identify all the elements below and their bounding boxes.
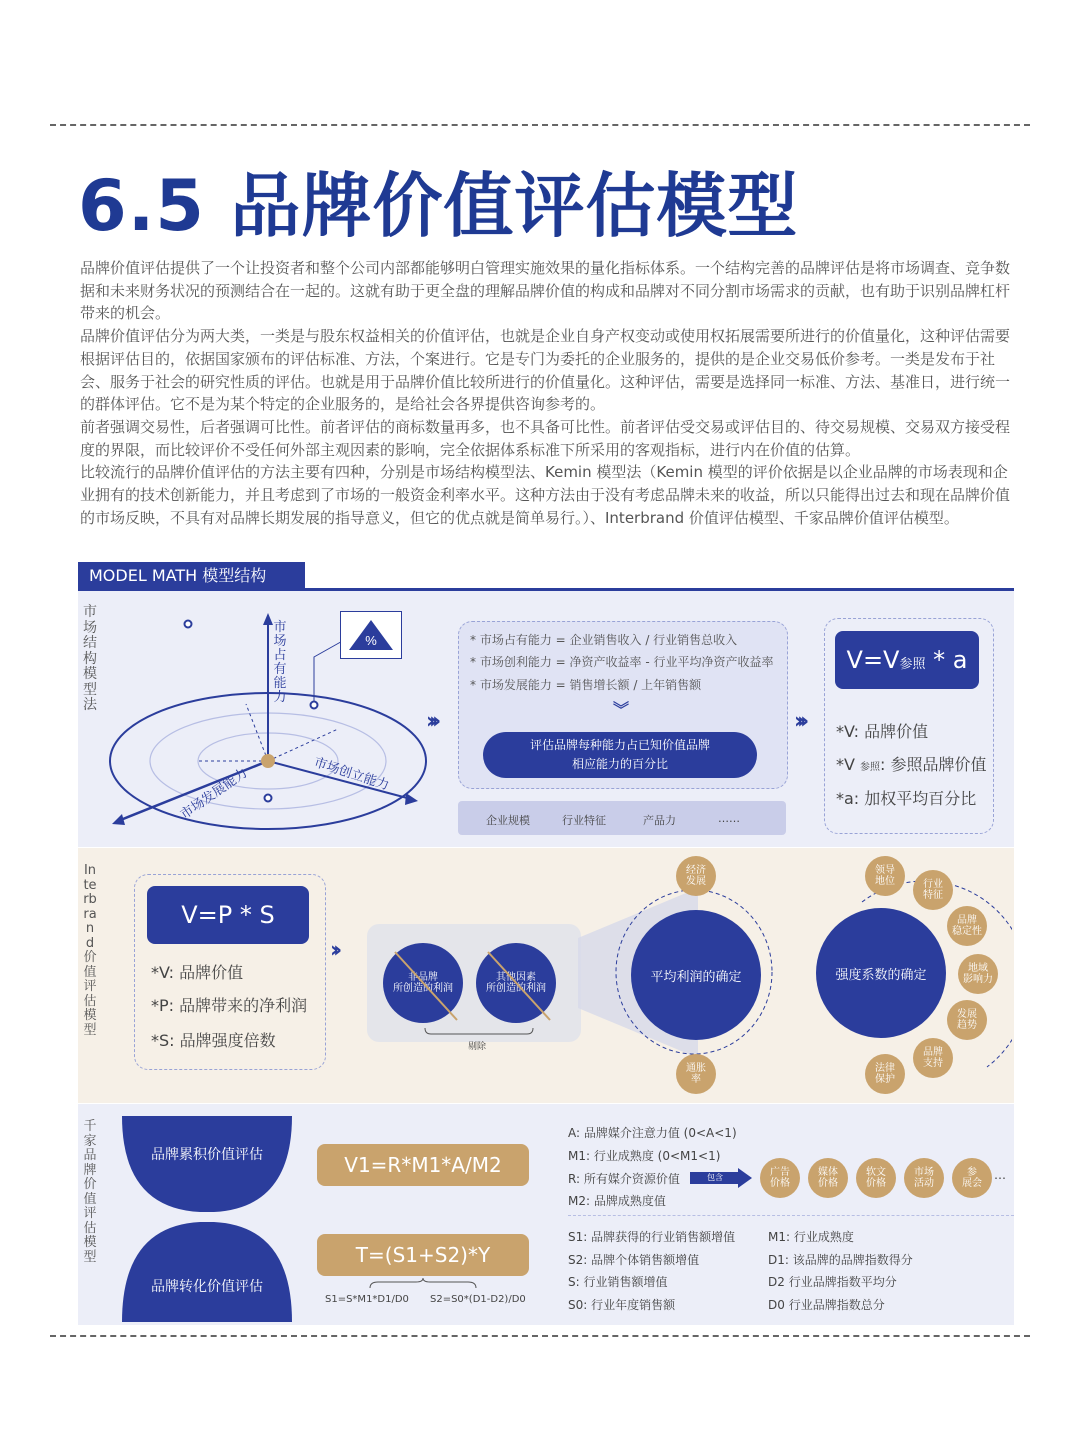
badge-label: 稳定性 <box>952 926 982 937</box>
intro-paragraph: 品牌价值评估提供了一个让投资者和整个公司内部都能够明白管理实施效果的量化指标体系。一个结构完善的品牌评估是将市场调查、竞争数据和未来财务状况的预测结合在一起的。这就有助于更全盘的理解品牌价值的构成和品牌对不同分割市场需求的贡献，也有助于识别品牌杠杆带来的机会。 <box>80 259 1011 323</box>
inflation-badge <box>676 1054 716 1094</box>
section-header: MODEL MATH 模型结构 <box>78 562 305 590</box>
badge-label: 市场 <box>914 1167 934 1178</box>
definition-line: D0 行业品牌指数总分 <box>768 1298 885 1312</box>
legend-item: *S: 品牌强度倍数 <box>151 1031 276 1050</box>
remove-label: 剔除 <box>468 1042 487 1052</box>
page-title: 6.5 品牌价值评估模型 <box>78 165 799 247</box>
legend-item: *P: 品牌带来的净利润 <box>151 996 308 1015</box>
badge-label: 支持 <box>923 1058 943 1069</box>
formula-t: T=(S1+S2)*Y <box>317 1234 529 1276</box>
strike-lines <box>367 924 581 1042</box>
legend-text: 加权平均百分比 <box>864 789 977 808</box>
legend-item <box>836 719 928 742</box>
panel-label: Interbrand价值评估模型 <box>83 863 97 1038</box>
factor-badge <box>913 870 953 910</box>
legend-pre: *V: <box>836 722 865 741</box>
badge-label: 保护 <box>875 1074 895 1085</box>
strength-circle: 强度系数的确定 <box>816 908 946 1038</box>
badge-label: 品牌 <box>957 915 977 926</box>
axis-right-label: 市场创立能力 <box>311 755 391 794</box>
intro-paragraph: 前者强调交易性，后者强调可比性。前者评估的商标数量再多，也不具备可比性。前者评估受交易或评估目的、待交易规模、交易双方接受程度的界限，而比较评价不受任何外部主观因素的影响，完全依据体系标准下所采用的客观指标，进行内在价值的估算。 <box>80 417 1011 459</box>
badge-label: 通胀 <box>686 1063 706 1074</box>
badge-label: 趋势 <box>957 1020 977 1031</box>
intro-paragraph: 比较流行的品牌价值评估的方法主要有四种，分别是市场结构模型法、Kemin 模型法（Kemin 模型的评价依据是以企业品牌的市场表现和企业拥有的技术创新能力，并且考虑到了市场的一般资金利率水平。这种方法由于没有考虑品牌未来的收益，所以只能得出过去和现在品牌价值的市场反映，不具有对品牌长期发展的指导意义，但它的优点就是简单易行。）、Interbrand 价值评估模型、千家品牌价值评估模型。 <box>80 463 1011 527</box>
percentage-pill <box>483 732 757 778</box>
badge-label: 行业 <box>923 879 943 890</box>
definition-line: S: 行业销售额增值 <box>568 1275 668 1289</box>
circle-label: 所创造的利润 <box>486 983 546 994</box>
badge-label: 展会 <box>962 1178 982 1189</box>
formula-line: * 市场创利能力 = 净资产收益率 - 行业平均净资产收益率 <box>470 655 774 669</box>
avg-profit-circle: 平均利润的确定 <box>631 910 761 1040</box>
factor-badge <box>958 954 998 994</box>
badge-label: 法律 <box>875 1063 895 1074</box>
media-badge <box>904 1158 944 1198</box>
include-arrow: 包含 <box>690 1172 740 1184</box>
factor-badge <box>947 1000 987 1040</box>
definition-line: S1: 品牌获得的行业销售额增值 <box>568 1230 736 1244</box>
interbrand-formula: V=P * S <box>147 886 309 944</box>
percent-text: % <box>365 633 377 648</box>
badge-label: 媒体 <box>818 1167 838 1178</box>
definition-line: S2: 品牌个体销售额增值 <box>568 1253 700 1267</box>
economic-growth-badge <box>676 856 716 896</box>
formula-main: V=V <box>846 646 900 674</box>
badge-label: 影响力 <box>963 974 993 985</box>
badge-label: 发展 <box>686 876 706 887</box>
cumulative-value-label: 品牌累积价值评估 <box>151 1147 263 1163</box>
intro-text <box>80 257 1015 529</box>
sub-formula-brace <box>368 1278 478 1292</box>
pill-line: 评估品牌每种能力占已知价值品牌 <box>529 738 710 752</box>
legend-pre: *V <box>836 755 861 774</box>
factor-badge <box>865 856 905 896</box>
badge-label: 经济 <box>686 865 706 876</box>
media-badge <box>952 1158 992 1198</box>
chevron-right-icon: ›› <box>330 938 337 963</box>
badge-label: 地域 <box>968 963 988 974</box>
chevron-right-icon: ››› <box>426 709 436 734</box>
factor-item: 行业特征 <box>562 814 606 827</box>
legend-sub: 参照 <box>860 762 881 773</box>
formula-line: * 市场发展能力 = 销售增长额 / 上年销售额 <box>470 678 702 692</box>
factor-item: 企业规模 <box>486 814 530 827</box>
definition-line: D2 行业品牌指数平均分 <box>768 1275 897 1289</box>
legend-item <box>836 786 976 809</box>
market-structure-panel <box>78 591 1014 847</box>
separator <box>568 1215 1014 1216</box>
axis-up-label: 市场占有能力 <box>273 620 287 705</box>
formula-line: * 市场占有能力 = 企业销售收入 / 行业销售总收入 <box>470 633 738 647</box>
badge-label: 广告 <box>770 1167 790 1178</box>
formula-sub: 参照 <box>899 657 926 672</box>
interbrand-panel <box>78 848 1014 1103</box>
badge-label: 价格 <box>770 1178 790 1189</box>
badge-label: 发展 <box>957 1009 977 1020</box>
factor-badge <box>913 1038 953 1078</box>
circle-label: 其他因素 <box>496 972 536 983</box>
definition-line: S0: 行业年度销售额 <box>568 1298 676 1312</box>
sub-formula-s2: S2=S0*(D1-D2)/D0 <box>430 1294 526 1305</box>
chevron-right-icon: ››› <box>794 709 804 734</box>
factor-item: …… <box>718 812 740 825</box>
badge-label: 价格 <box>818 1178 838 1189</box>
circle-label: 非品牌 <box>408 972 438 983</box>
formula-v1: V1=R*M1*A/M2 <box>317 1144 529 1186</box>
legend-item: *V: 品牌价值 <box>151 963 244 982</box>
percent-icon <box>340 611 402 659</box>
pill-line: 相应能力的百分比 <box>571 757 668 771</box>
legend-text: 品牌价值 <box>864 722 929 741</box>
factor-badge <box>865 1054 905 1094</box>
conversion-value-label: 品牌转化价值评估 <box>151 1279 263 1295</box>
top-divider <box>50 124 1030 126</box>
media-badge <box>856 1158 896 1198</box>
definition-line: A: 品牌媒介注意力值 (0<A<1) <box>568 1126 737 1140</box>
media-badge <box>808 1158 848 1198</box>
intro-paragraph: 品牌价值评估分为两大类，一类是与股东权益相关的价值评估，也就是企业自身产权变动或使用权拓展需要所进行的价值量化，这种评估需要根据评估目的，依据国家颁布的评估标准、方法，个案进行。它是专门为委托的企业服务的，提供的是企业交易低价参考。一类是发布于社会、服务于社会的研究性质的评估。也就是用于品牌价值比较所进行的价值量化。这种评估，需要是选择同一标准、方法、基准日，进行统一的群体评估。它不是为某个特定的企业服务的，是给社会各界提供咨询参考的。 <box>80 327 1011 414</box>
badge-label: 品牌 <box>923 1047 943 1058</box>
badge-label: 参 <box>967 1167 977 1178</box>
factor-badge <box>947 906 987 946</box>
factor-item: 产品力 <box>643 814 676 827</box>
definition-line: M2: 品牌成熟度值 <box>568 1194 666 1208</box>
media-badge <box>760 1158 800 1198</box>
qianjia-panel <box>78 1104 1014 1325</box>
legend-text: : 参照品牌价值 <box>880 755 987 774</box>
circle-label: 所创造的利润 <box>393 983 453 994</box>
badge-label: 领导 <box>875 865 895 876</box>
definition-line: M1: 行业成熟度 <box>768 1230 854 1244</box>
legend-pre: *a: <box>836 789 865 808</box>
value-formula <box>835 631 979 689</box>
badge-label: 地位 <box>875 876 895 887</box>
definition-line: D1: 该品牌的品牌指数得分 <box>768 1253 913 1267</box>
definition-line: M1: 行业成熟度 (0<M1<1) <box>568 1149 721 1163</box>
panel-label: 千家品牌价值评估模型 <box>83 1119 97 1265</box>
definition-line: R: 所有媒介资源价值 <box>568 1172 680 1186</box>
bottom-divider <box>50 1335 1030 1337</box>
sub-formula-s1: S1=S*M1*D1/D0 <box>325 1294 409 1305</box>
double-chevron-down-icon: ︾ <box>613 700 630 719</box>
legend-item <box>836 752 987 775</box>
arrow-head-icon <box>738 1168 752 1188</box>
origin-dot <box>261 754 275 768</box>
badge-label: 软文 <box>866 1167 886 1178</box>
badge-label: 价格 <box>866 1178 886 1189</box>
formula-tail: * a <box>925 646 968 674</box>
panel-label: 市场结构模型法 <box>83 604 97 713</box>
badge-label: 特征 <box>923 890 943 901</box>
badge-label: 活动 <box>914 1178 934 1189</box>
badge-label: 率 <box>691 1074 701 1085</box>
axis-left-label: 市场发展能力 <box>177 765 251 823</box>
ellipsis: … <box>994 1168 1006 1182</box>
